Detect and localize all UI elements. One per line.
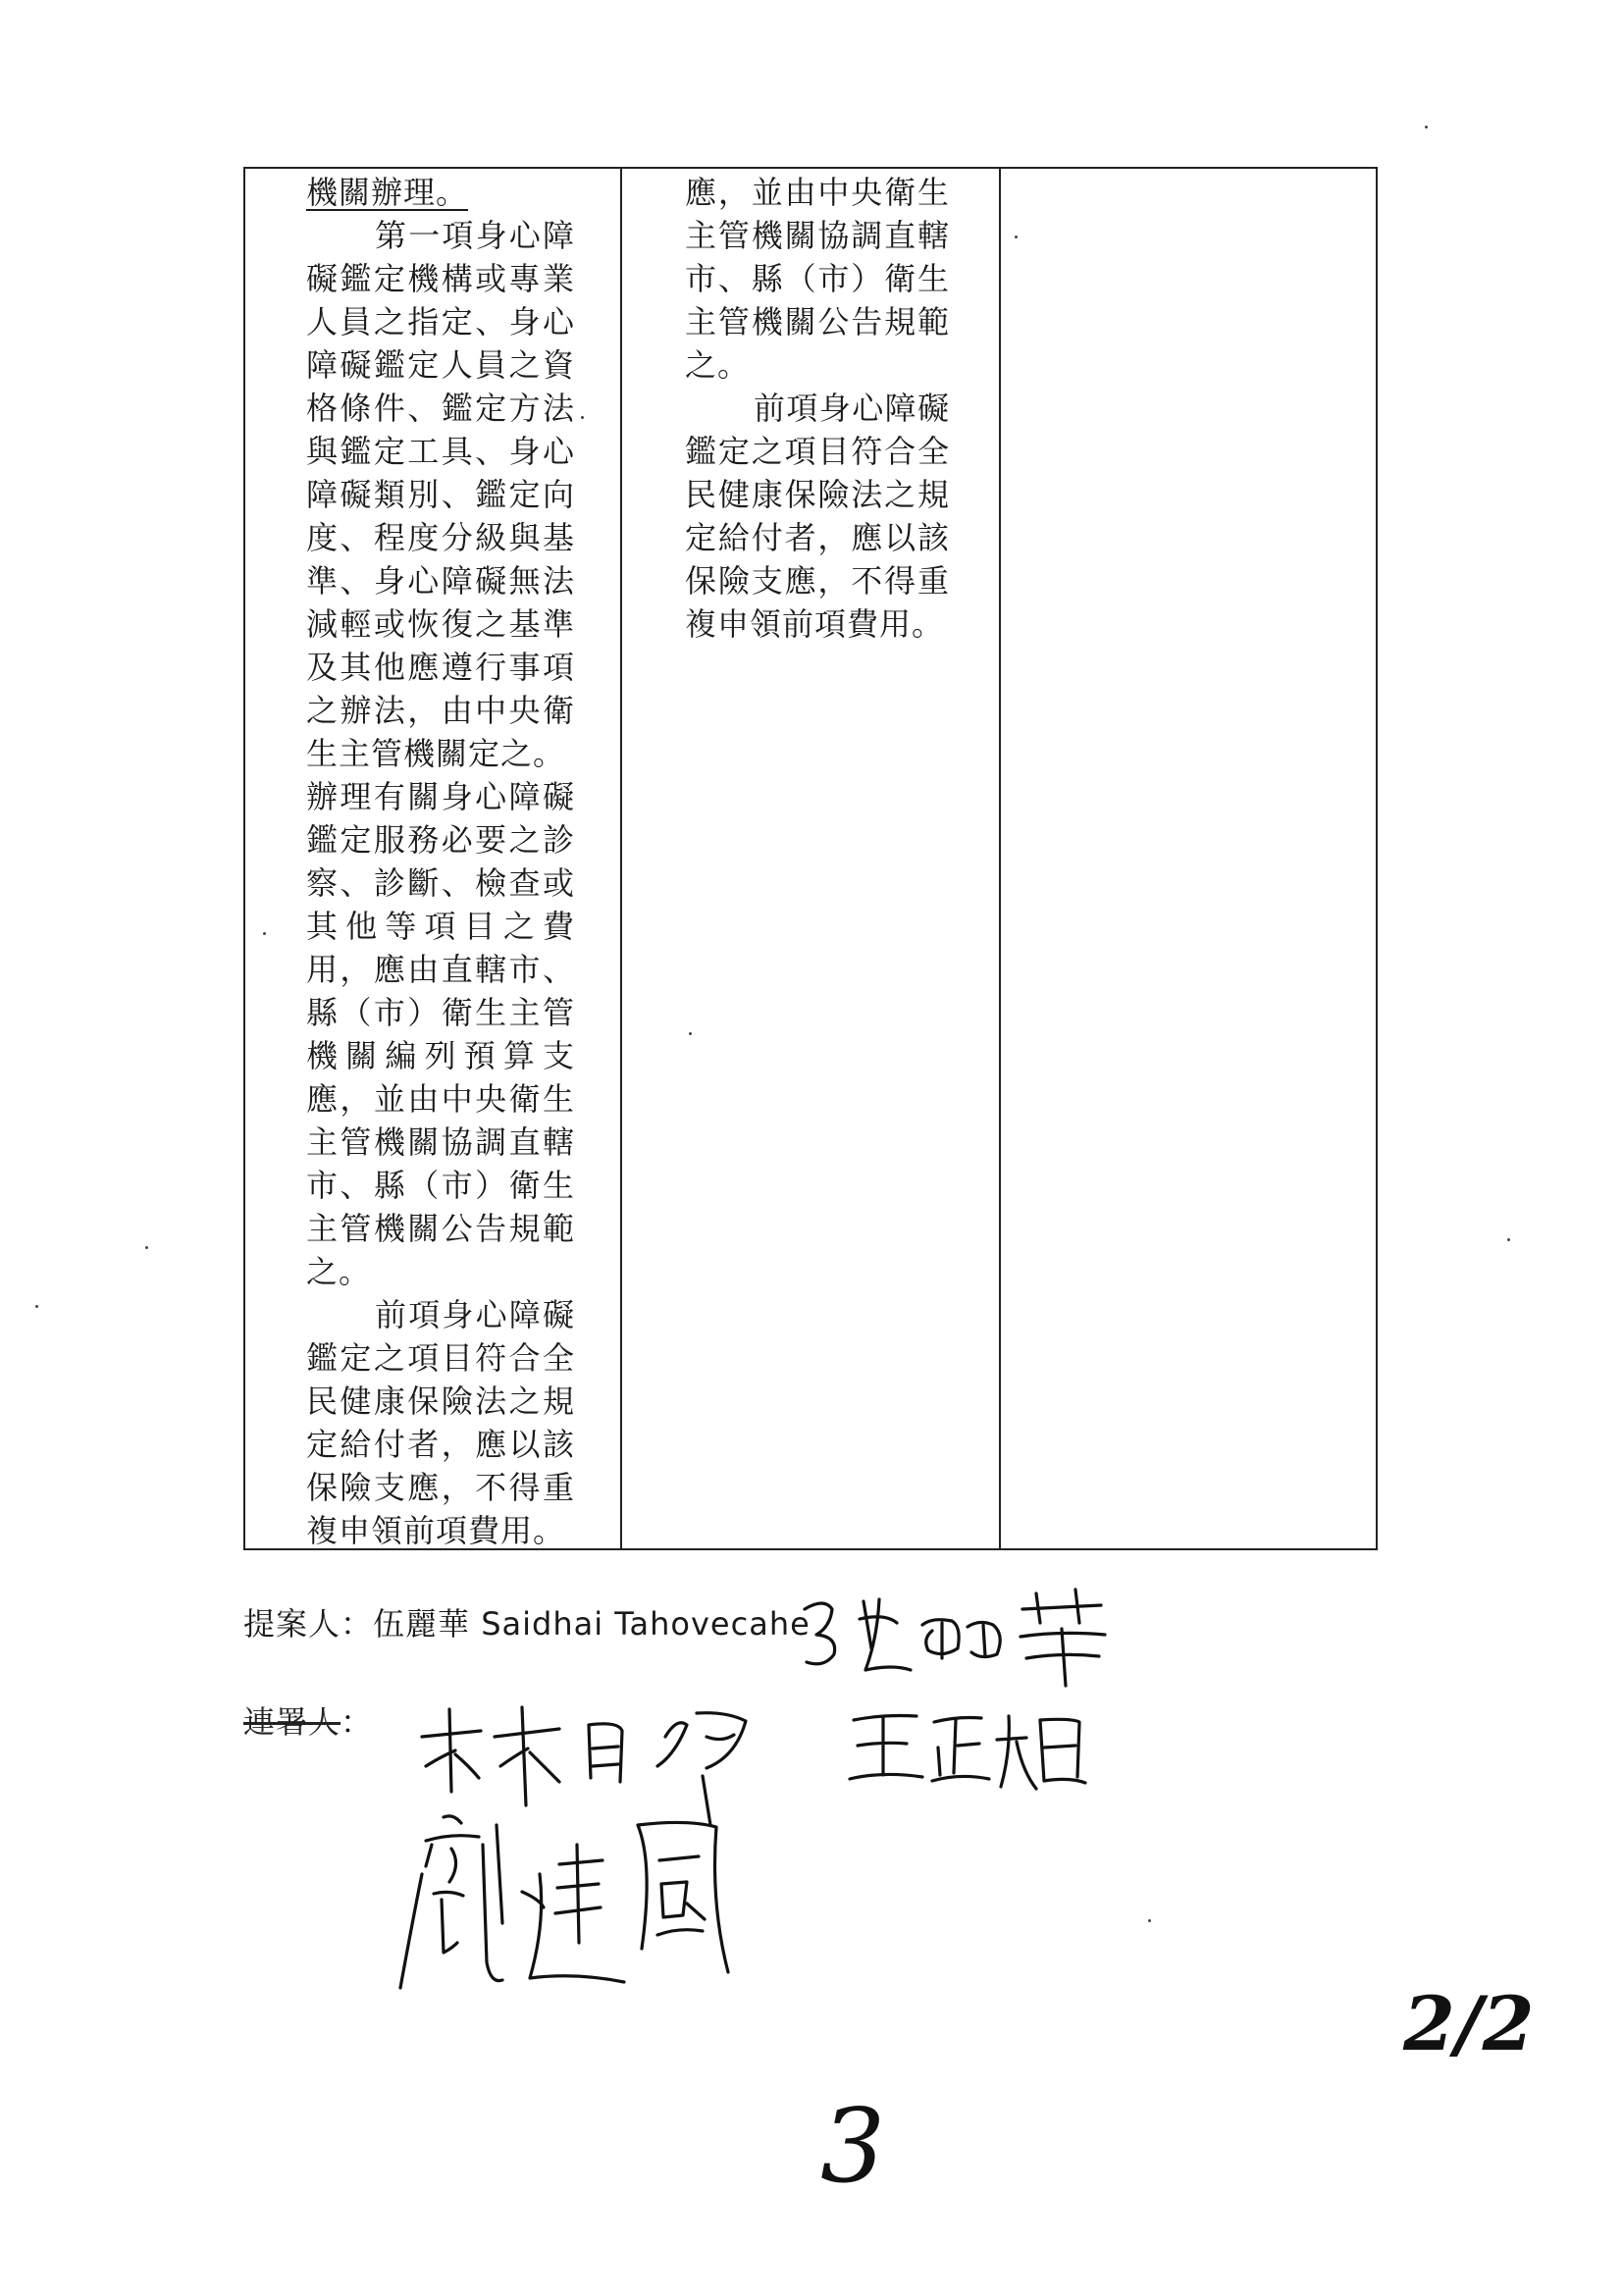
scan-speck [1148,1919,1151,1922]
amendment-table [243,167,1378,1550]
signature-wu-li-hua-icon [795,1580,1119,1688]
table-column-explanation [1001,169,1376,1548]
scan-speck [35,1305,38,1308]
scan-speck [1425,126,1428,129]
cosigner-line [243,1697,373,1743]
scan-speck [145,1246,148,1249]
signature-liu-chien-kuo-icon [393,1805,824,2002]
table-column-current [622,169,1001,1548]
scan-speck [1015,235,1018,238]
proposer-name: 伍麗華 Saidhai Tahovecahe [373,1605,811,1643]
table-paragraph: 第一項身心障礙鑑定機構或專業人員之指定、身心障礙鑑定人員之資格條件、鑑定方法與鑑定工具、身心障礙類別、鑑定向度、程度分級與基準、身心障礙無法減輕或恢復之基準及其他應遵行事項之辦法，由中央衛生主管機關定之。 [306,217,575,772]
page-number: 3 [820,2086,886,2206]
cosigner-colon: ： [340,1703,374,1741]
table-paragraph: 辦理有關身心障礙鑑定服務必要之診察、診斷、檢查或其他等項目之費用，應由直轄市、縣（市）衛生主管機關編列預算支應，並由中央衛生主管機關協調直轄市、縣（市）衛生主管機關公告規範之。 [306,778,575,1290]
cosigner-label-struck: 連署人 [243,1703,341,1741]
page-fraction: 2/2 [1403,1980,1535,2067]
scan-speck [263,932,266,935]
scan-speck [689,1032,692,1035]
table-column-proposed [245,169,622,1548]
table-paragraph: 前項身心障礙鑑定之項目符合全民健康保險法之規定給付者，應以該保險支應，不得重複申領前項費用。 [685,390,950,643]
table-paragraph: 應，並由中央衛生主管機關協調直轄市、縣（市）衛生主管機關公告規範之。 [685,174,950,384]
scan-speck [1507,1238,1510,1241]
proposer-label: 提案人： [243,1605,374,1643]
table-paragraph: 前項身心障礙鑑定之項目符合全民健康保險法之規定給付者，應以該保險支應，不得重複申領前項費用。 [306,1296,575,1548]
signature-wang-cheng-hsu-icon [844,1702,1109,1800]
proposer-line [243,1599,811,1644]
scan-speck [581,416,584,419]
table-paragraph: 機關辦理。 [306,174,469,211]
